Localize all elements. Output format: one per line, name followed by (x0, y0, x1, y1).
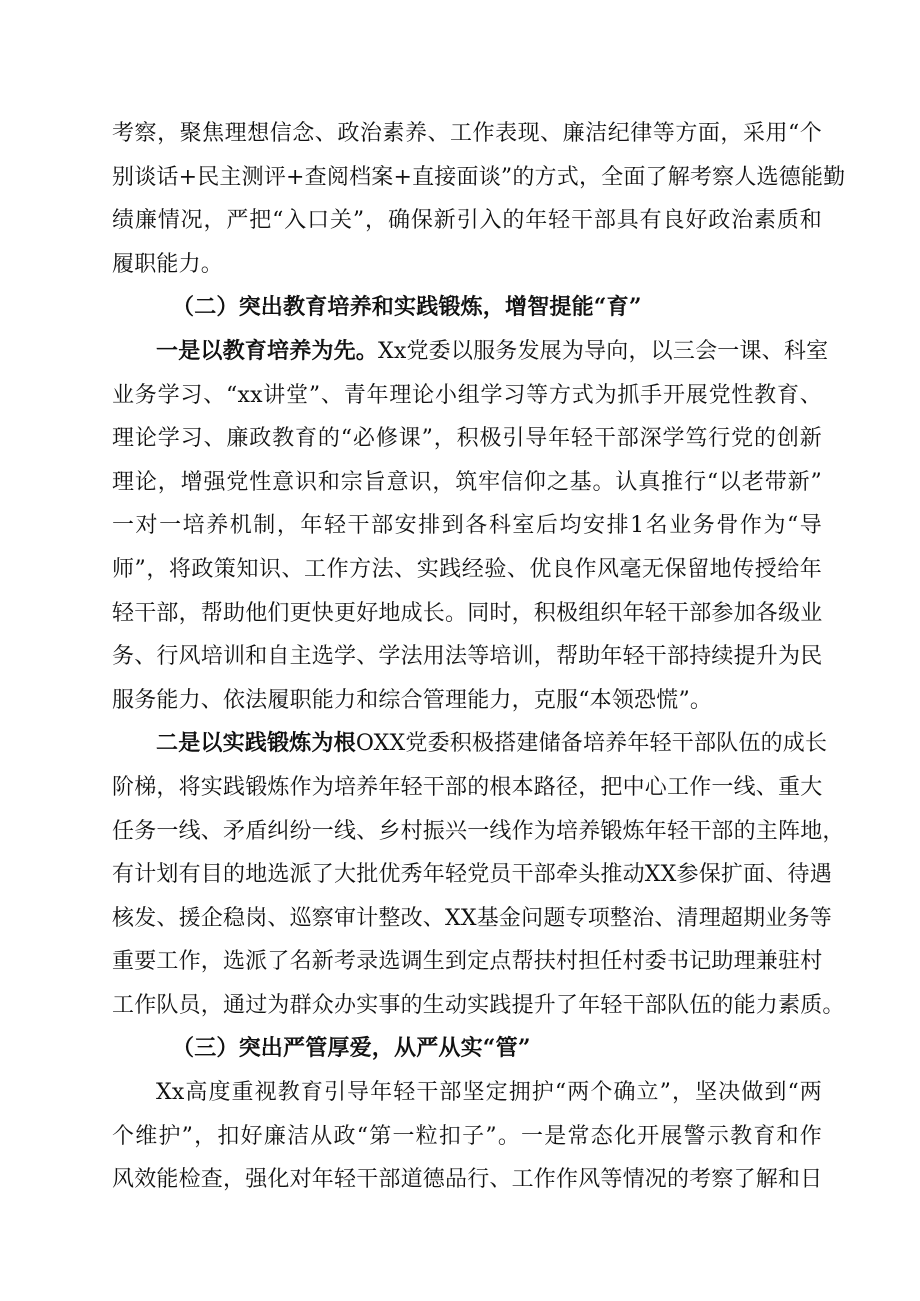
document-body (112, 112, 846, 1202)
text-line: 风效能检查，强化对年轻干部道德品行、工作作风等情况的考察了解和日 (112, 1167, 823, 1193)
text-line (112, 722, 828, 766)
text-line: Xx高度重视教育引导年轻干部坚定拥护“两个确立”，坚决做到“两 (156, 1080, 822, 1106)
paragraph-1 (112, 112, 846, 286)
section-heading-3: （三）突出严管厚爱，从严从实“管” (172, 1035, 531, 1062)
text-line: 别谈话+民主测评+查阅档案+直接面谈”的方式，全面了解考察人选德能勤 (112, 164, 846, 190)
text-line: 有计划有目的地选派了大批优秀年轻党员干部牵头推动XX参保扩面、待遇 (112, 862, 832, 888)
text-line: 个维护”，扣好廉洁从政“第一粒扣子”。一是常态化开展警示教育和作 (112, 1123, 822, 1149)
text-run: OXX党委积极搭建储备培养年轻干部队伍的成长 (355, 731, 828, 757)
text-line: 考察，聚焦理想信念、政治素养、工作表现、廉洁纪律等方面，采用“个 (112, 121, 822, 146)
text-line: 务、行风培训和自主选学、学法用法等培训，帮助年轻干部持续提升为民 (112, 644, 823, 670)
text-line (112, 330, 829, 374)
text-line: 阶梯，将实践锻炼作为培养年轻干部的根本路径，把中心工作一线、重大 (112, 774, 823, 800)
paragraph-2 (112, 330, 829, 722)
text-line: 轻干部，帮助他们更快更好地成长。同时，积极组织年轻干部参加各级业 (112, 600, 823, 626)
paragraph-4 (112, 1071, 822, 1202)
text-line: 重要工作，选派了名新考录选调生到定点帮扶村担任村委书记助理兼驻村 (112, 949, 823, 975)
section-heading-2: （二）突出教育培养和实践锻炼，增智提能“育” (172, 294, 642, 321)
text-line: 业务学习、“xx讲堂”、青年理论小组学习等方式为抓手开展党性教育、 (112, 382, 822, 408)
text-line: 绩廉情况，严把“入口关”，确保新引入的年轻干部具有良好政治素质和 (112, 208, 822, 234)
text-line: 一对一培养机制，年轻干部安排到各科室后均安排1名业务骨作为“导 (112, 513, 822, 539)
text-line: 理论，增强党性意识和宗旨意识，筑牢信仰之基。认真推行“以老带新” (112, 469, 822, 495)
paragraph-lead: 二是以实践锻炼为根 (156, 730, 356, 757)
text-line: 服务能力、依法履职能力和综合管理能力，克服“本领恐慌”。 (112, 687, 713, 713)
text-line: 理论学习、廉政教育的“必修课”，积极引导年轻干部深学笃行党的创新 (112, 426, 822, 452)
text-line: 履职能力。 (112, 251, 224, 277)
paragraph-3 (112, 722, 845, 1027)
text-line: 工作队员，通过为群众办实事的生动实践提升了年轻干部队伍的能力素质。 (112, 992, 845, 1018)
text-line: 师”，将政策知识、工作方法、实践经验、优良作风毫无保留地传授给年 (112, 556, 822, 582)
paragraph-lead: 一是以教育培养为先。 (156, 337, 379, 364)
text-line: 核发、援企稳岗、巡察审计整改、XX基金问题专项整治、清理超期业务等 (112, 905, 832, 931)
text-line: 任务一线、矛盾纠纷一线、乡村振兴一线作为培养锻炼年轻干部的主阵地， (112, 818, 845, 844)
text-run: Xx党委以服务发展为导向，以三会一课、科室 (378, 338, 829, 364)
